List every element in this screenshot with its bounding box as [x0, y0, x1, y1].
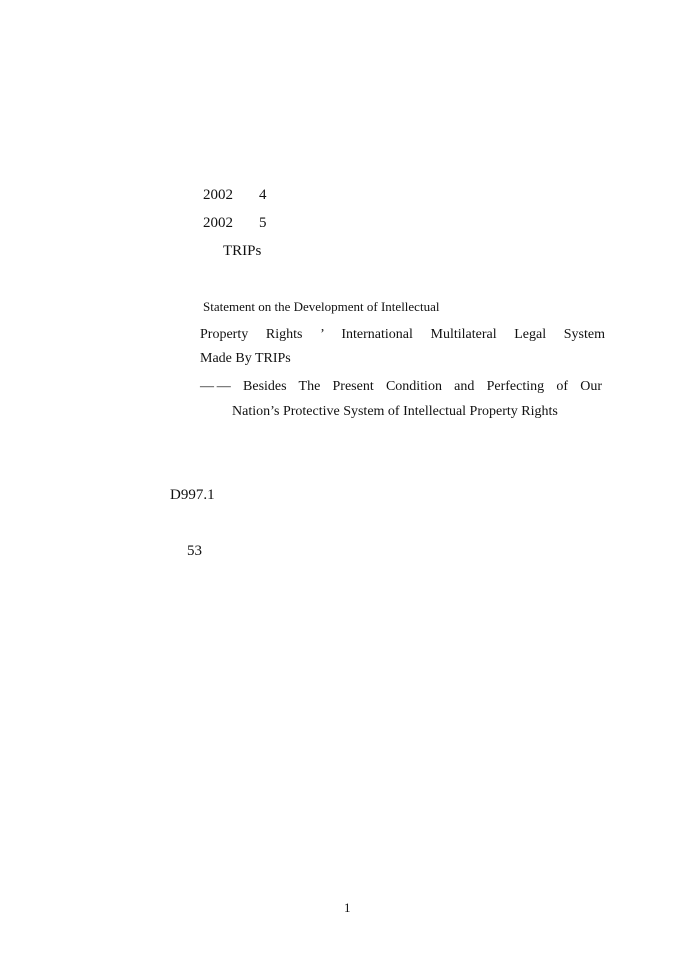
- page-number: 1: [344, 900, 351, 915]
- english-title-line-1: Statement on the Development of Intellectual: [203, 299, 440, 314]
- date-month-2: 5: [259, 215, 267, 231]
- trips-label: TRIPs: [223, 243, 262, 259]
- page-count: 53: [187, 543, 202, 559]
- english-title-line-4: — — Besides The Present Condition and Perfecting of Our: [200, 379, 602, 394]
- english-title-line-2: Property Rights ’ International Multilateral Legal System: [200, 327, 605, 342]
- date-year-2: 2002: [203, 215, 233, 231]
- date-year-1: 2002: [203, 187, 233, 203]
- classification-code: D997.1: [170, 487, 215, 503]
- date-month-1: 4: [259, 187, 267, 203]
- english-title-line-3: Made By TRIPs: [200, 351, 291, 366]
- english-title-line-5: Nation’s Protective System of Intellectual Property Rights: [232, 404, 558, 419]
